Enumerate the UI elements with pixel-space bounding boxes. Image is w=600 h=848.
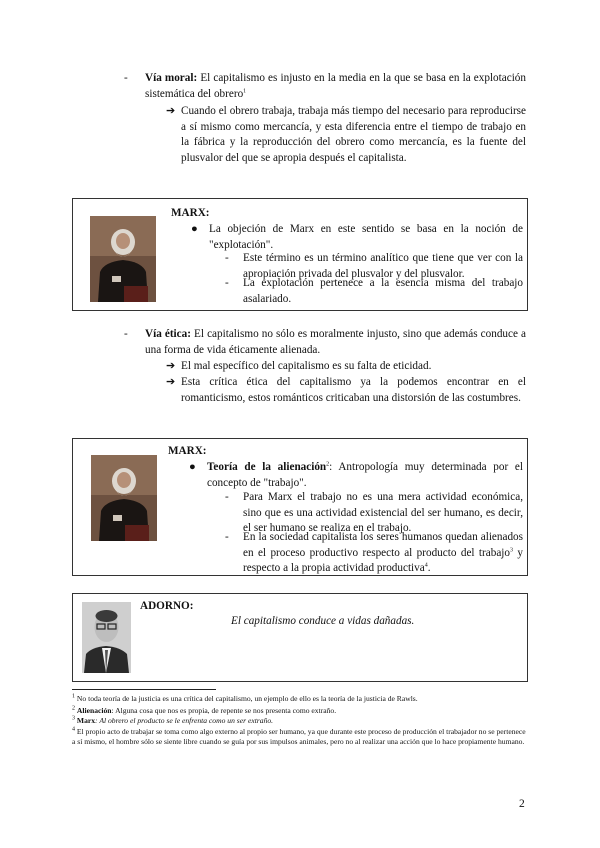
bullet-dot: ● bbox=[189, 461, 196, 473]
adorno-box bbox=[72, 593, 528, 682]
marx-point-2: Teoría de la alienación$^2$: Antropología muy determinada por el concepto de "trabajo". bbox=[207, 461, 524, 489]
marx-title-2: MARX: bbox=[168, 445, 207, 457]
footnote-ref-3[interactable]: 3 bbox=[510, 546, 513, 553]
footnote-1: $^1$ No toda teoría de la justicia es una crítica del capitalismo, un ejemplo de ello es la teoría de la justicia de Rawls. bbox=[72, 693, 418, 703]
adorno-quote: El capitalismo conduce a vidas dañadas. bbox=[231, 615, 415, 627]
footnote-ref-1[interactable]: 1 bbox=[243, 87, 247, 94]
marx-portrait bbox=[91, 455, 157, 541]
marx-item: Este término es un término analítico que tiene que ver con la apropiación privada del plusvalor y del plusvalor. bbox=[243, 252, 523, 280]
footnote-4: $^4$ El propio acto de trabajar se toma como algo externo al propio ser humano, ya que durante este proceso de producción el trabajador no se pertenece a sí mismo, el hombre sólo se siente libre cuando se guía por sus impulsos animales, pero no al realizar una acción que lo hace propiamente humano. bbox=[72, 726, 526, 747]
arrow-icon: ➔ bbox=[166, 360, 176, 372]
dash: - bbox=[225, 531, 229, 543]
arrow-icon: ➔ bbox=[166, 105, 176, 117]
etica-text: El capitalismo no sólo es moralmente injusto, sino que además conduce a una forma de vida éticamente alienada. bbox=[145, 328, 526, 356]
dash: - bbox=[225, 491, 229, 503]
marx-item: En la sociedad capitalista los seres humanos quedan alienados en el proceso productivo respecto al producto del trabajo$^3$ y respecto a la propia actividad productiva$^4$. bbox=[243, 531, 523, 574]
etica-paragraph bbox=[145, 327, 526, 358]
footnote-separator bbox=[72, 689, 216, 690]
dash: - bbox=[225, 252, 229, 264]
marx-item: La explotación pertenece a la esencia misma del trabajo asalariado. bbox=[243, 277, 523, 305]
marx-box-2 bbox=[72, 438, 528, 576]
moral-paragraph bbox=[145, 71, 526, 102]
arrow-icon: ➔ bbox=[166, 376, 176, 388]
marx-title-1: MARX: bbox=[171, 207, 210, 219]
moral-text: El capitalismo es injusto en la media en la que se basa en la explotación sistemática del obrero bbox=[145, 72, 526, 100]
dash: - bbox=[225, 277, 229, 289]
etica-subpoint: Esta crítica ética del capitalismo ya la podemos encontrar en el romanticismo, estos románticos criticaban una distorsión de las costumbres. bbox=[181, 376, 526, 404]
page-number: 2 bbox=[519, 798, 525, 810]
etica-heading: Vía ética: bbox=[145, 328, 191, 340]
alienacion-heading: Teoría de la alienación bbox=[207, 461, 327, 473]
moral-subpoint: Cuando el obrero trabaja, trabaja más tiempo del necesario para reproducirse a sí mismo como mercancía, y esta diferencia entre el tiempo de trabajo en la fábrica y la reproducción del obrero como mercancía, es la fuente del plusvalor del que se apropia después el capitalista. bbox=[181, 105, 526, 164]
footnote-ref-2[interactable]: 2 bbox=[326, 461, 330, 468]
bullet-dot: ● bbox=[191, 223, 198, 235]
footnote-ref-4[interactable]: 4 bbox=[424, 562, 428, 569]
footnote-2: $^2$ Alienación: Alguna cosa que nos es propia, de repente se nos presenta como extraño. bbox=[72, 705, 337, 715]
footnote-3: $^3$ Marx: Al obrero el producto se le enfrenta como un ser extraño. bbox=[72, 715, 274, 726]
marx-portrait bbox=[90, 216, 156, 302]
moral-heading: Vía moral: bbox=[145, 72, 198, 84]
footnotes bbox=[72, 694, 528, 748]
marx-point-1: La objeción de Marx en este sentido se basa en la noción de "explotación". bbox=[209, 223, 523, 251]
marx-item: Para Marx el trabajo no es una mera actividad económica, sino que es una actividad existencial del ser humano, es decir, el ser humano se realiza en el trabajo. bbox=[243, 491, 523, 534]
bullet-dash: - bbox=[124, 72, 128, 84]
adorno-portrait bbox=[82, 602, 131, 673]
adorno-title: ADORNO: bbox=[140, 600, 194, 612]
marx-box-1 bbox=[72, 198, 528, 311]
etica-subpoint: El mal específico del capitalismo es su falta de eticidad. bbox=[181, 360, 432, 372]
bullet-dash: - bbox=[124, 328, 128, 340]
